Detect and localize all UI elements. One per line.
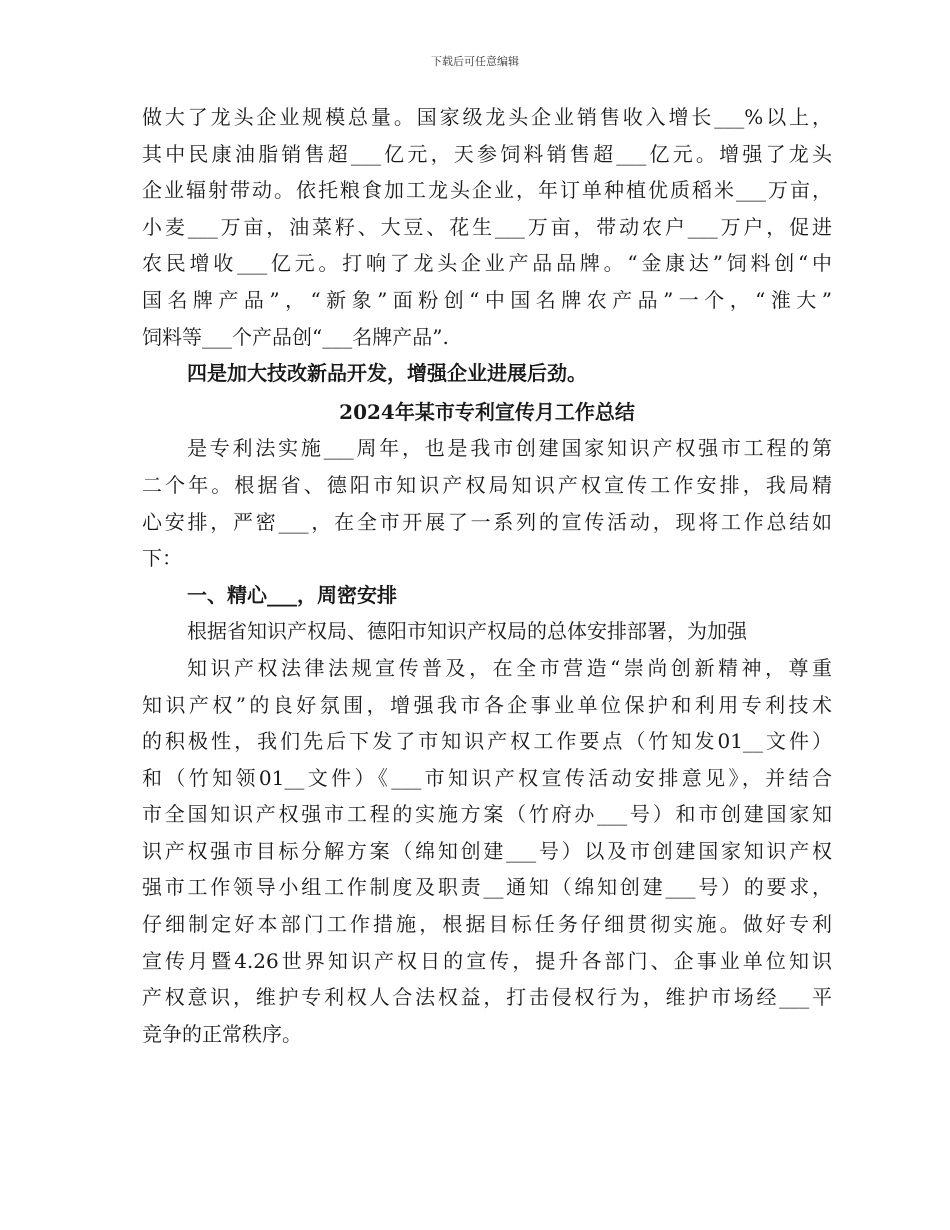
bold-paragraph: 四是加大技改新品开发，增强企业进展后劲。 bbox=[187, 361, 587, 386]
document-title: 2024年某市专利宣传月工作总结 bbox=[339, 399, 635, 424]
text-line: 的积极性，我们先后下发了市知识产权工作要点（竹知发01__文件） bbox=[142, 729, 832, 754]
text-line: 企业辐射带动。依托粮食加工龙头企业，年订单种植优质稻米___万亩， bbox=[142, 178, 832, 203]
text-line: 心安排，严密___，在全市开展了一系列的宣传活动，现将工作总结如 bbox=[142, 509, 832, 534]
text-line: 识产权强市目标分解方案（绵知创建___号）以及市创建国家知识产权 bbox=[142, 838, 832, 863]
text-line: 市全国知识产权强市工程的实施方案（竹府办___号）和市创建国家知 bbox=[142, 802, 832, 827]
text-line: 二个年。根据省、德阳市知识产权局知识产权宣传工作安排，我局精 bbox=[142, 472, 832, 497]
page-header: 下载后可任意编辑 bbox=[431, 55, 519, 68]
text-line: 其中民康油脂销售超___亿元，天参饲料销售超___亿元。增强了龙头 bbox=[142, 141, 832, 166]
text-line: 知识产权”的良好氛围，增强我市各企事业单位保护和利用专利技术 bbox=[142, 692, 832, 717]
text-line: 下： bbox=[142, 546, 182, 571]
text-line: 宣传月暨4.26世界知识产权日的宣传，提升各部门、企事业单位知识 bbox=[142, 948, 832, 973]
text-line: 饲料等___个产品创“___名牌产品”. bbox=[142, 324, 449, 349]
text-line: 仔细制定好本部门工作措施，根据目标任务仔细贯彻实施。做好专利 bbox=[142, 912, 832, 937]
text-line: 产权意识，维护专利权人合法权益，打击侵权行为，维护市场经___平 bbox=[142, 985, 832, 1010]
text-line: 和（竹知领01__文件）《___市知识产权宣传活动安排意见》，并结合 bbox=[142, 765, 832, 790]
text-line: 是专利法实施___周年，也是我市创建国家知识产权强市工程的第 bbox=[187, 436, 832, 461]
text-line: 强市工作领导小组工作制度及职责__通知（绵知创建___号）的要求， bbox=[142, 875, 832, 900]
text-line: 竞争的正常秩序。 bbox=[142, 1021, 302, 1046]
text-line: 知识产权法律法规宣传普及，在全市营造“崇尚创新精神，尊重 bbox=[187, 655, 832, 680]
text-line: 小麦___万亩，油菜籽、大豆、花生___万亩，带动农户___万户，促进 bbox=[142, 214, 832, 239]
text-line: 农民增收___亿元。打响了龙头企业产品品牌。“金康达”饲料创“中 bbox=[142, 251, 832, 276]
document-body bbox=[142, 99, 832, 1052]
section-heading: 一、精心___，周密安排 bbox=[187, 582, 397, 607]
text-line: 根据省知识产权局、德阳市知识产权局的总体安排部署，为加强 bbox=[187, 619, 747, 644]
text-line: 国名牌产品”，“新象”面粉创“中国名牌农产品”一个，“淮大” bbox=[142, 287, 832, 312]
text-line: 做大了龙头企业规模总量。国家级龙头企业销售收入增长___%以上， bbox=[142, 105, 832, 129]
